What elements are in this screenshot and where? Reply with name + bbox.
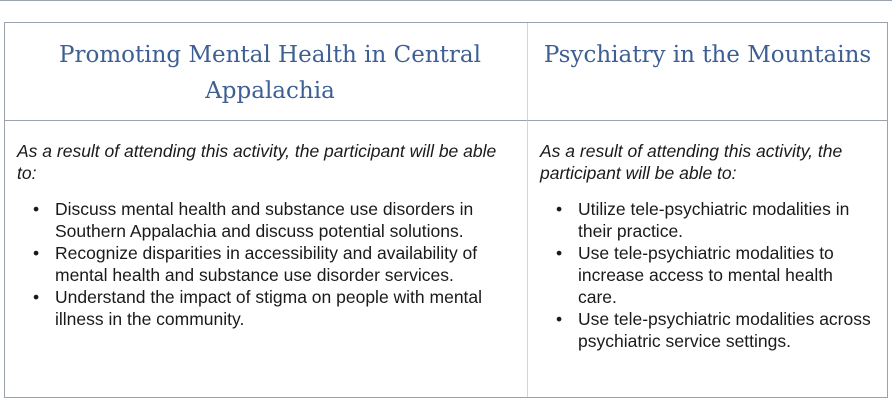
objectives-list	[540, 198, 873, 352]
column-header-psychiatry-mountains	[528, 23, 887, 121]
list-item: • Utilize tele-psychiatric modalities in their practice.	[578, 198, 873, 242]
list-item: • Use tele-psychiatric modalities to increase access to mental health care.	[578, 242, 873, 308]
list-item: • Use tele-psychiatric modalities across psychiatric service settings.	[578, 308, 873, 352]
list-item: • Recognize disparities in accessibility and availability of mental health and substance use disorder services.	[55, 242, 513, 286]
intro-text: As a result of attending this activity, the participant will be able to:	[17, 141, 497, 183]
objectives-table	[4, 22, 888, 398]
top-divider	[0, 0, 892, 4]
column-body-psychiatry-mountains	[528, 121, 887, 397]
column-body-central-appalachia	[5, 121, 528, 397]
column-title: Promoting Mental Health in Central Appalachia	[59, 42, 481, 104]
intro-text: As a result of attending this activity, the participant will be able to:	[540, 141, 843, 183]
column-title: Psychiatry in the Mountains	[543, 42, 872, 68]
objectives-list	[17, 198, 513, 330]
list-item: • Understand the impact of stigma on people with mental illness in the community.	[55, 286, 513, 330]
list-item: • Discuss mental health and substance use disorders in Southern Appalachia and discuss potential solutions.	[55, 198, 513, 242]
column-header-central-appalachia	[5, 23, 528, 121]
